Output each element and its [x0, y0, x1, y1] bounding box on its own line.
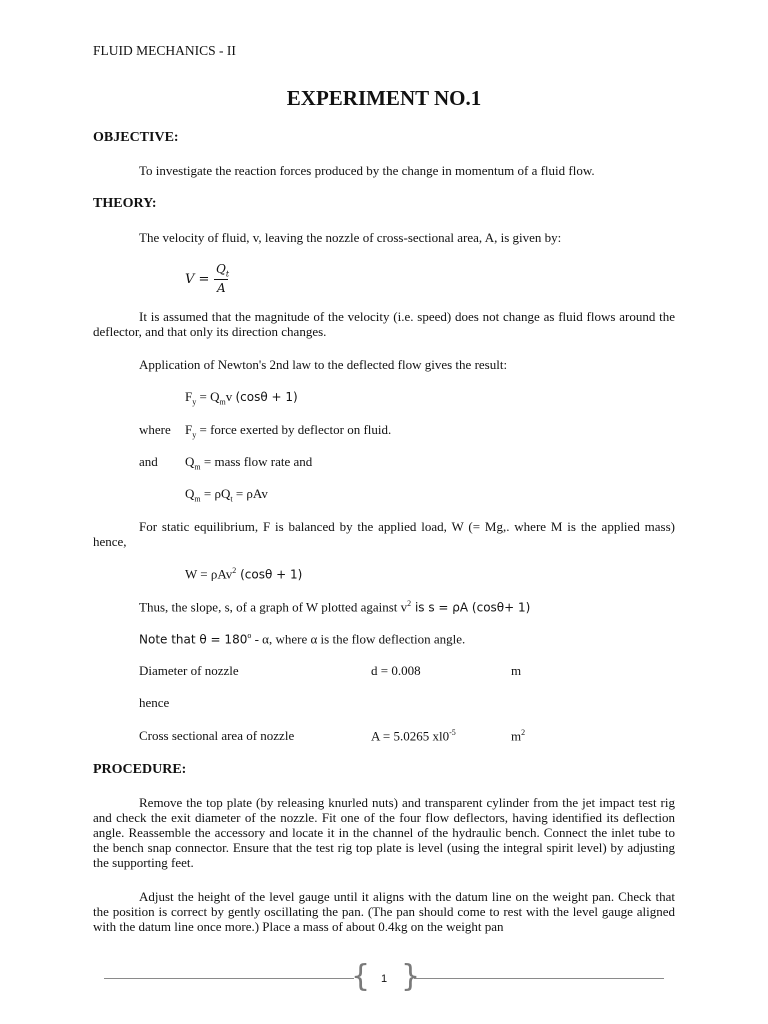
objective-heading: OBJECTIVE: — [93, 130, 179, 145]
equation-lhs: V = — [185, 272, 210, 287]
mass-flow-equation: $Q_m = \rho Q_t = \rho Av$ — [185, 486, 268, 504]
footer-rule-left — [104, 978, 354, 979]
force-equation: $F_y = Q_mv$ (cosθ + 1) — [185, 389, 298, 407]
slope-text: Thus, the slope, s, of a graph of W plotted against $v^2$ is s = ρA (cosθ+ 1) — [139, 599, 531, 615]
where-definition: $F_y$ = force exerted by deflector on fluid. — [185, 422, 392, 440]
where-word: where — [139, 422, 171, 437]
area-label: Cross sectional area of nozzle — [139, 728, 295, 743]
fraction-bar — [214, 279, 228, 280]
footer-rule-right — [414, 978, 664, 979]
diameter-value: d = 0.008 — [371, 663, 421, 678]
diameter-label: Diameter of nozzle — [139, 663, 239, 678]
procedure-heading: PROCEDURE: — [93, 762, 187, 777]
left-brace-icon: { — [351, 959, 371, 994]
note-text: Note that $\theta = 180^o - \alpha$, where α is the flow deflection angle. — [139, 631, 466, 647]
static-paragraph: For static equilibrium, F is balanced by the applied load, W (= Mg,. where M is the applied mass) hence, — [93, 519, 675, 549]
hence-word: hence — [139, 695, 170, 710]
page-number: 1 — [380, 973, 388, 985]
equation-numerator: $Q_t$ — [216, 262, 230, 279]
assumption-paragraph: It is assumed that the magnitude of the velocity (i.e. speed) does not change as fluid flows around the deflector, and that only its direction changes. — [93, 309, 675, 339]
newton-text: Application of Newton's 2nd law to the deflected flow gives the result: — [139, 357, 508, 372]
and-word: and — [139, 454, 158, 469]
theory-intro: The velocity of fluid, v, leaving the nozzle of cross-sectional area, A, is given by: — [139, 230, 562, 245]
procedure-paragraph-2: Adjust the height of the level gauge until it aligns with the datum line on the weight pan. Check that the position is correct by gently oscillating the pan. (The pan should come to rest with the level gauge aligned with the datum line once more.) Place a mass of about 0.4kg on the weight pan — [93, 889, 675, 934]
running-header: FLUID MECHANICS - II — [93, 43, 236, 58]
diameter-unit: m — [511, 663, 522, 678]
procedure-paragraph-1: Remove the top plate (by releasing knurled nuts) and transparent cylinder from the jet impact test rig and check the exit diameter of the nozzle. Fit one of the four flow deflectors, having identified its deflection angle. Reassemble the accessory and locate it in the channel of the hydraulic bench. Connect the inlet tube to the bench snap connector. Ensure that the test rig top plate is level (using the integral spirit level) by adjusting the supporting feet. — [93, 795, 675, 870]
and-definition: $Q_m$ = mass flow rate and — [185, 454, 313, 472]
objective-text: To investigate the reaction forces produced by the change in momentum of a fluid flow. — [139, 163, 595, 178]
theory-heading: THEORY: — [93, 196, 157, 211]
equation-denominator: A — [217, 281, 226, 295]
area-unit: $m^2$ — [511, 728, 526, 744]
right-brace-icon: } — [401, 959, 421, 994]
load-equation: W = ρAv$^2$ (cosθ + 1) — [185, 566, 303, 582]
page-title: EXPERIMENT NO.1 — [286, 86, 482, 110]
area-value: A = 5.0265 $xl0^{-5}$ — [371, 728, 456, 744]
